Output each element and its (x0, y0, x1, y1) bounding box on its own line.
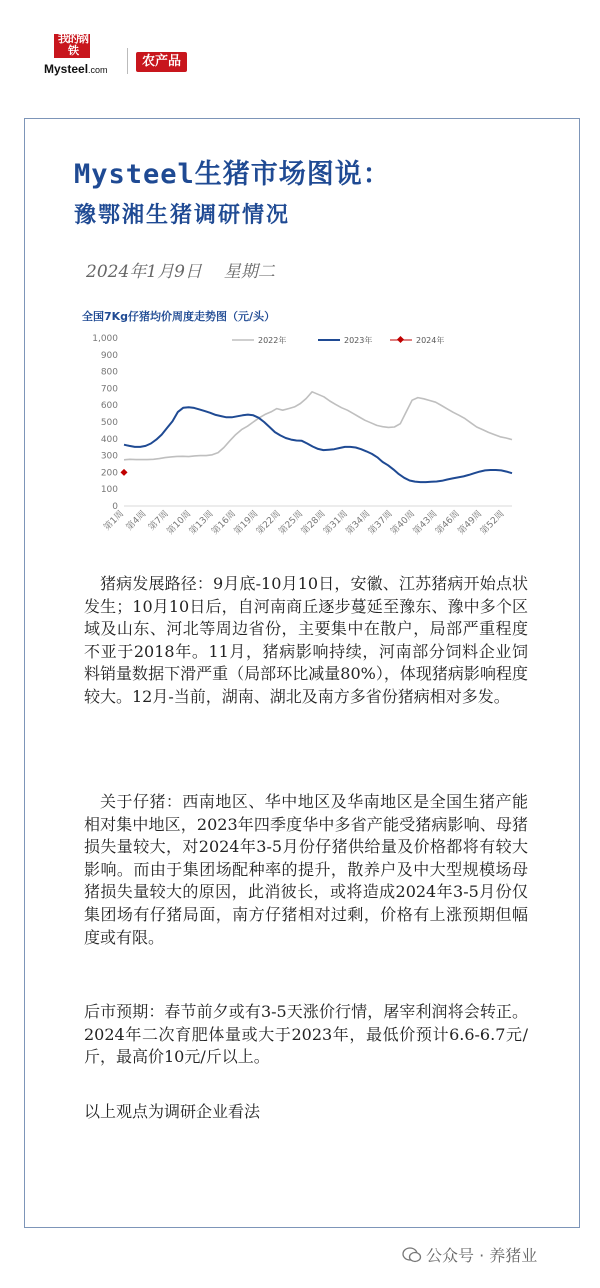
date-text: 2024年1月9日 (86, 262, 202, 282)
page-subtitle: 豫鄂湘生猪调研情况 (74, 203, 291, 228)
x-tick-label: 第52周 (478, 509, 507, 537)
section-badge[interactable]: 农产品 (136, 52, 187, 72)
x-tick-label: 第25周 (277, 509, 306, 537)
wechat-icon (402, 1247, 422, 1263)
legend-label: 2024年 (416, 336, 445, 345)
account-name: 公众号 · 养猪业 (426, 1246, 538, 1265)
x-tick-label: 第16周 (210, 509, 239, 537)
chart-legend (232, 335, 444, 345)
x-tick-label: 第19周 (232, 509, 261, 537)
logo-en-text: Mysteel (44, 62, 89, 76)
x-tick-label: 第49周 (456, 509, 485, 537)
y-tick-label: 1,000 (92, 334, 118, 344)
y-tick-label: 900 (100, 350, 118, 361)
legend-label: 2023年 (344, 336, 373, 345)
x-tick-label: 第37周 (366, 509, 395, 537)
paragraph-outlook: 后市预期：春节前夕或有3-5天涨价行情，屠宰利润将会转正。2024年二次育肥体量或大于2023年，最低价预计6.6-6.7元/斤，最高价10元/斤以上。 (84, 1002, 528, 1067)
paragraph-disclaimer: 以上观点为调研企业看法 (84, 1102, 261, 1121)
legend-marker-2024年 (397, 336, 404, 343)
paragraph-piglets: 关于仔猪：西南地区、华中地区及华南地区是全国生猪产能相对集中地区，2023年四季度华中多省产能受猪病影响、母猪损失量较大，对2024年3-5月份仔猪供给量及价格都将有较大影响。而由于集团场配种率的提升，散养户及中大型规模场母猪损失量较大的原因，此消彼长，或将造成2024年3-5月份仅集团场有仔猪局面，南方仔猪相对过剩，价格有上涨预期但幅度或有限。 (84, 792, 528, 947)
y-tick-label: 200 (100, 468, 118, 479)
x-tick-label: 第4周 (124, 509, 149, 533)
header-divider (127, 48, 128, 74)
x-tick-label: 第46周 (433, 509, 462, 537)
logo-domain: .com (88, 65, 108, 75)
x-tick-label: 第34周 (344, 509, 373, 537)
y-tick-label: 100 (100, 485, 118, 496)
x-tick-label: 第28周 (299, 509, 328, 537)
paragraph-disease-path: 猪病发展路径：9月底-10月10日，安徽、江苏猪病开始点状发生；10月10日后，自河南商丘逐步蔓延至豫东、豫中多个区域及山东、河北等周边省份，主要集中在散户，局部严重程度不亚于2018年。11月，猪病影响持续，河南部分饲料企业饲料销量数据下滑严重（局部环比减量80%），体现猪病影响程度较大。12月-当前，湖南、湖北及南方多省份猪病相对多发。 (84, 574, 528, 706)
page-header (0, 0, 600, 100)
plot-area (120, 392, 512, 482)
y-tick-label: 800 (100, 367, 118, 378)
x-tick-label: 第1周 (102, 509, 127, 533)
x-tick-label: 第13周 (187, 509, 216, 537)
y-axis (92, 334, 118, 512)
x-tick-label: 第10周 (165, 509, 194, 537)
x-tick-label: 第31周 (322, 509, 350, 537)
logo-wordmark (44, 62, 108, 76)
x-tick-label: 第43周 (411, 509, 440, 537)
y-tick-label: 300 (100, 451, 118, 462)
legend-label: 2022年 (258, 336, 287, 345)
chart-title: 全国7Kg仔猪均价周度走势图（元/头） (82, 310, 276, 323)
weekday-text: 星期二 (223, 262, 275, 282)
wechat-account[interactable] (402, 1243, 537, 1266)
x-tick-label: 第7周 (147, 509, 171, 533)
y-tick-label: 0 (112, 502, 118, 512)
page-title: Mysteel生猪市场图说： (74, 159, 391, 190)
x-tick-label: 第40周 (389, 509, 418, 537)
x-tick-label: 第22周 (254, 509, 283, 537)
series-line-2023年 (124, 407, 512, 482)
series-point-2024年 (120, 469, 127, 476)
piglet-price-chart (80, 298, 530, 566)
y-tick-label: 400 (100, 434, 118, 445)
logo-cn-text: 我的钢铁 (58, 32, 88, 57)
publish-date (86, 257, 297, 282)
y-tick-label: 700 (100, 384, 118, 395)
y-tick-label: 500 (100, 418, 118, 428)
x-axis (101, 506, 512, 537)
y-tick-label: 600 (100, 401, 118, 412)
